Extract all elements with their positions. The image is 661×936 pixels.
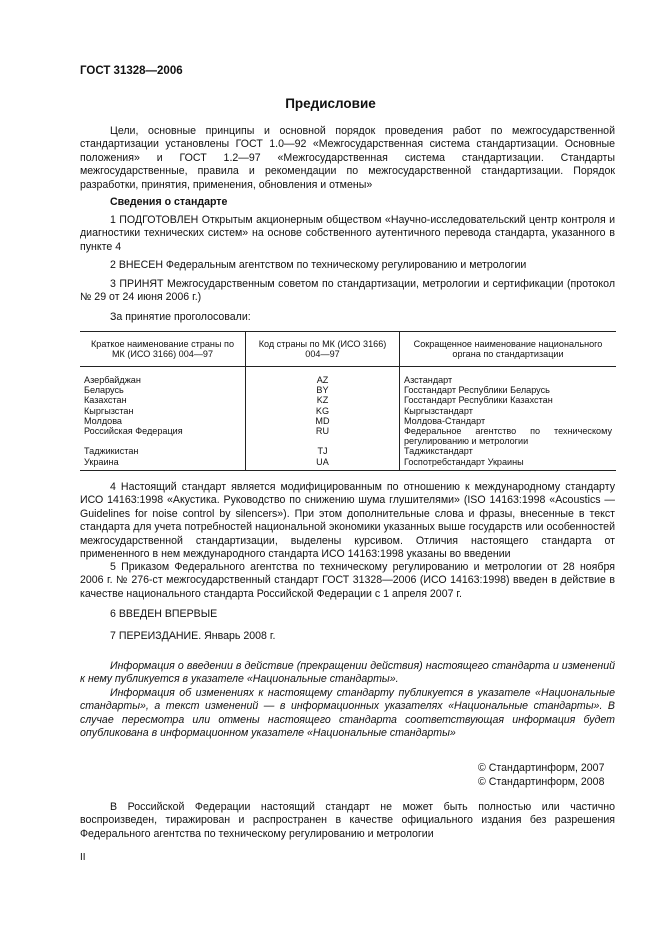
item-1-paragraph: 1 ПОДГОТОВЛЕН Открытым акционерным обществом «Научно-исследовательский центр контроля и диагностики технических систем» на основе собственного аутентичного перевода стандарта, указанного в пункте 4	[80, 214, 615, 253]
code-cell: KG	[246, 406, 400, 416]
item-7-paragraph: 7 ПЕРЕИЗДАНИЕ. Январь 2008 г.	[110, 630, 276, 642]
item-3-paragraph: 3 ПРИНЯТ Межгосударственным советом по стандартизации, метрологии и сертификации (протокол № 29 от 24 июня 2006 г.)	[80, 278, 615, 304]
section-subheading: Сведения о стандарте	[110, 196, 228, 208]
voting-table	[80, 331, 616, 471]
country-cell: Молдова	[84, 415, 122, 426]
voted-label: За принятие проголосовали:	[110, 311, 251, 323]
table-row	[80, 385, 616, 395]
table-row	[80, 446, 616, 456]
country-cell: Кыргызстан	[84, 405, 134, 416]
page-number: II	[80, 852, 86, 863]
column-header-code: Код страны по МК (ИСО 3166) 004—97	[246, 332, 400, 367]
item-5-paragraph: 5 Приказом Федерального агентства по техническому регулированию и метрологии от 28 ноября 2006 г. № 276-ст межгосударственный стандарт ГОСТ 31328—2006 (ИСО 14163:1998) введен в действие в качестве национального стандарта Российской Федерации с 1 апреля 2007 г.	[80, 561, 615, 600]
item-2-paragraph: 2 ВНЕСЕН Федеральным агентством по техническому регулированию и метрологии	[110, 259, 527, 271]
table-row	[80, 367, 616, 386]
table-row	[80, 406, 616, 416]
authority-cell: Таджикстандарт	[400, 446, 617, 456]
country-cell: Азербайджан	[84, 375, 141, 385]
code-cell: MD	[246, 416, 400, 426]
authority-cell: Госстандарт Республики Беларусь	[400, 385, 617, 395]
authority-cell: Молдова-Стандарт	[400, 416, 617, 426]
rights-paragraph: В Российской Федерации настоящий стандарт не может быть полностью или частично воспроизведен, тиражирован и распространен в качестве официального издания без разрешения Федерального агентства по техническому регулированию и метрологии	[80, 801, 615, 840]
code-cell: BY	[246, 385, 400, 395]
authority-cell: Госпотребстандарт Украины	[400, 457, 617, 471]
authority-cell: Кыргызстандарт	[400, 406, 617, 416]
country-cell: Российская Федерация	[84, 426, 183, 437]
table-row	[80, 426, 616, 446]
code-cell: AZ	[246, 367, 400, 386]
copyright-line-1: © Стандартинформ, 2007	[478, 762, 605, 774]
code-cell: UA	[246, 457, 400, 471]
authority-cell: Федеральное агентство по техническому регулированию и метрологии	[400, 426, 617, 446]
code-cell: KZ	[246, 395, 400, 405]
item-6-paragraph: 6 ВВЕДЕН ВПЕРВЫЕ	[110, 608, 218, 620]
table-row	[80, 416, 616, 426]
copyright-line-2: © Стандартинформ, 2008	[478, 776, 605, 788]
info-paragraph-1: Информация о введении в действие (прекращении действия) настоящего стандарта и изменений к нему публикуется в указателе «Национальные стандарты».	[80, 660, 615, 686]
code-cell: RU	[246, 426, 400, 446]
country-cell: Казахстан	[84, 395, 127, 406]
info-paragraph-2: Информация об изменениях к настоящему стандарту публикуется в указателе «Национальные стандарты», а текст изменений — в информационных указателях «Национальные стандарты». В случае пересмотра или отмены настоящего стандарта соответствующая информация будет опубликована в информационном указателе «Национальные стандарты»	[80, 687, 615, 740]
table-header-row	[80, 332, 616, 367]
table-row	[80, 395, 616, 405]
item-4-paragraph: 4 Настоящий стандарт является модифицированным по отношению к международному стандарту ИСО 14163:1998 «Акустика. Руководство по снижению шума глушителями» (ISO 14163:1998 «Acoustics — Guidelines for noise control by silencers»). При этом дополнительные слова и фразы, внесенные в текст стандарта для учета потребностей национальной экономики указанных выше государств или особенностей межгосударственной стандартизации, выделены курсивом. Отличия настоящего стандарта от примененного в нем международного стандарта ИСО 14163:1998 указаны во введении	[80, 481, 615, 561]
document-code: ГОСТ 31328—2006	[80, 65, 183, 77]
authority-cell: Азстандарт	[400, 367, 617, 386]
country-cell: Таджикистан	[84, 446, 139, 457]
column-header-country: Краткое наименование страны по МК (ИСО 3166) 004—97	[80, 332, 246, 367]
code-cell: TJ	[246, 446, 400, 456]
authority-cell: Госстандарт Республики Казахстан	[400, 395, 617, 405]
page-title: Предисловие	[285, 96, 376, 111]
intro-paragraph: Цели, основные принципы и основной порядок проведения работ по межгосударственной стандартизации установлены ГОСТ 1.0—92 «Межгосударственная система стандартизации. Основные положения» и ГОСТ 1.2—97 «Межгосударственная система стандартизации. Стандарты межгосударственные, правила и рекомендации по межгосударственной стандартизации. Порядок разработки, принятия, применения, обновления и отмены»	[80, 125, 615, 191]
country-cell: Украина	[80, 457, 246, 471]
country-cell: Беларусь	[84, 385, 124, 396]
table-row	[80, 457, 616, 471]
column-header-authority: Сокращенное наименование национального органа по стандартизации	[400, 332, 617, 367]
